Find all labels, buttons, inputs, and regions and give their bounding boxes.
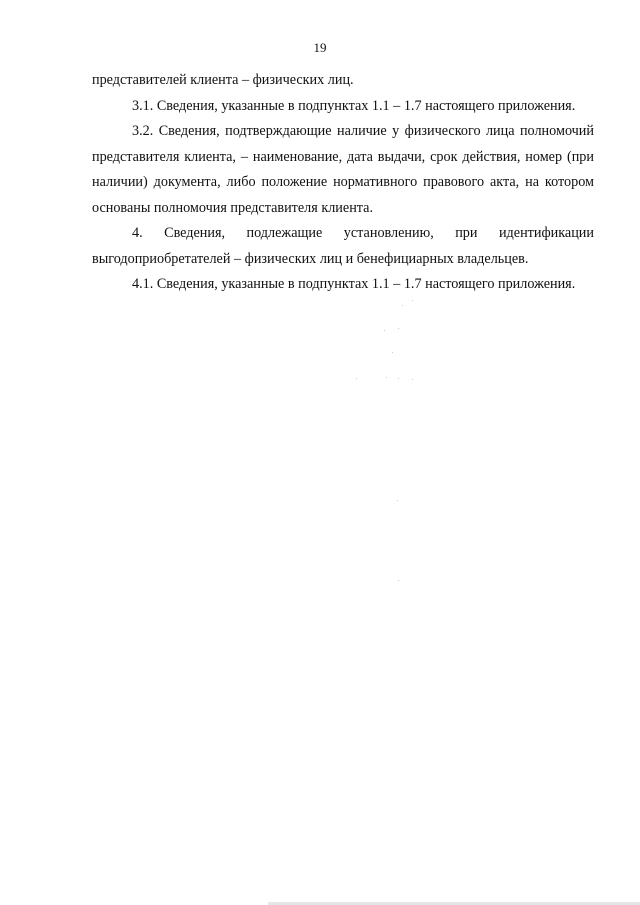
scan-speck — [402, 305, 403, 306]
scan-speck — [384, 330, 385, 331]
scan-speck — [392, 352, 393, 353]
page-number: 19 — [313, 40, 327, 55]
paragraph-3-1: 3.1. Сведения, указанные в подпунктах 1.1 – 1.7 настоящего приложения. — [132, 97, 576, 114]
scan-speck — [398, 378, 399, 379]
document-body — [92, 68, 594, 298]
scan-speck — [386, 377, 387, 378]
scan-speck — [412, 379, 413, 380]
scan-speck — [412, 300, 413, 301]
scan-speck — [397, 500, 398, 501]
scan-speck — [398, 328, 399, 329]
paragraph-4: 4. Сведения, подлежащие установлению, при идентификации выгодоприобретателей – физических лиц и бенефициарных владельцев. — [92, 225, 594, 267]
scan-speck — [398, 580, 399, 581]
paragraph-continuation: представителей клиента – физических лиц. — [92, 72, 354, 88]
paragraph-4-1: 4.1. Сведения, указанные в подпунктах 1.1 – 1.7 настоящего приложения. — [132, 276, 576, 292]
scan-speck — [356, 378, 357, 379]
paragraph-3-2: 3.2. Сведения, подтверждающие наличие у физического лица полномочий представителя клиента, – наименование, дата выдачи, срок действия, номер (при наличии) документа, либо положение нормативного правового акта, на котором основаны полномочия представителя клиента. — [92, 123, 594, 216]
